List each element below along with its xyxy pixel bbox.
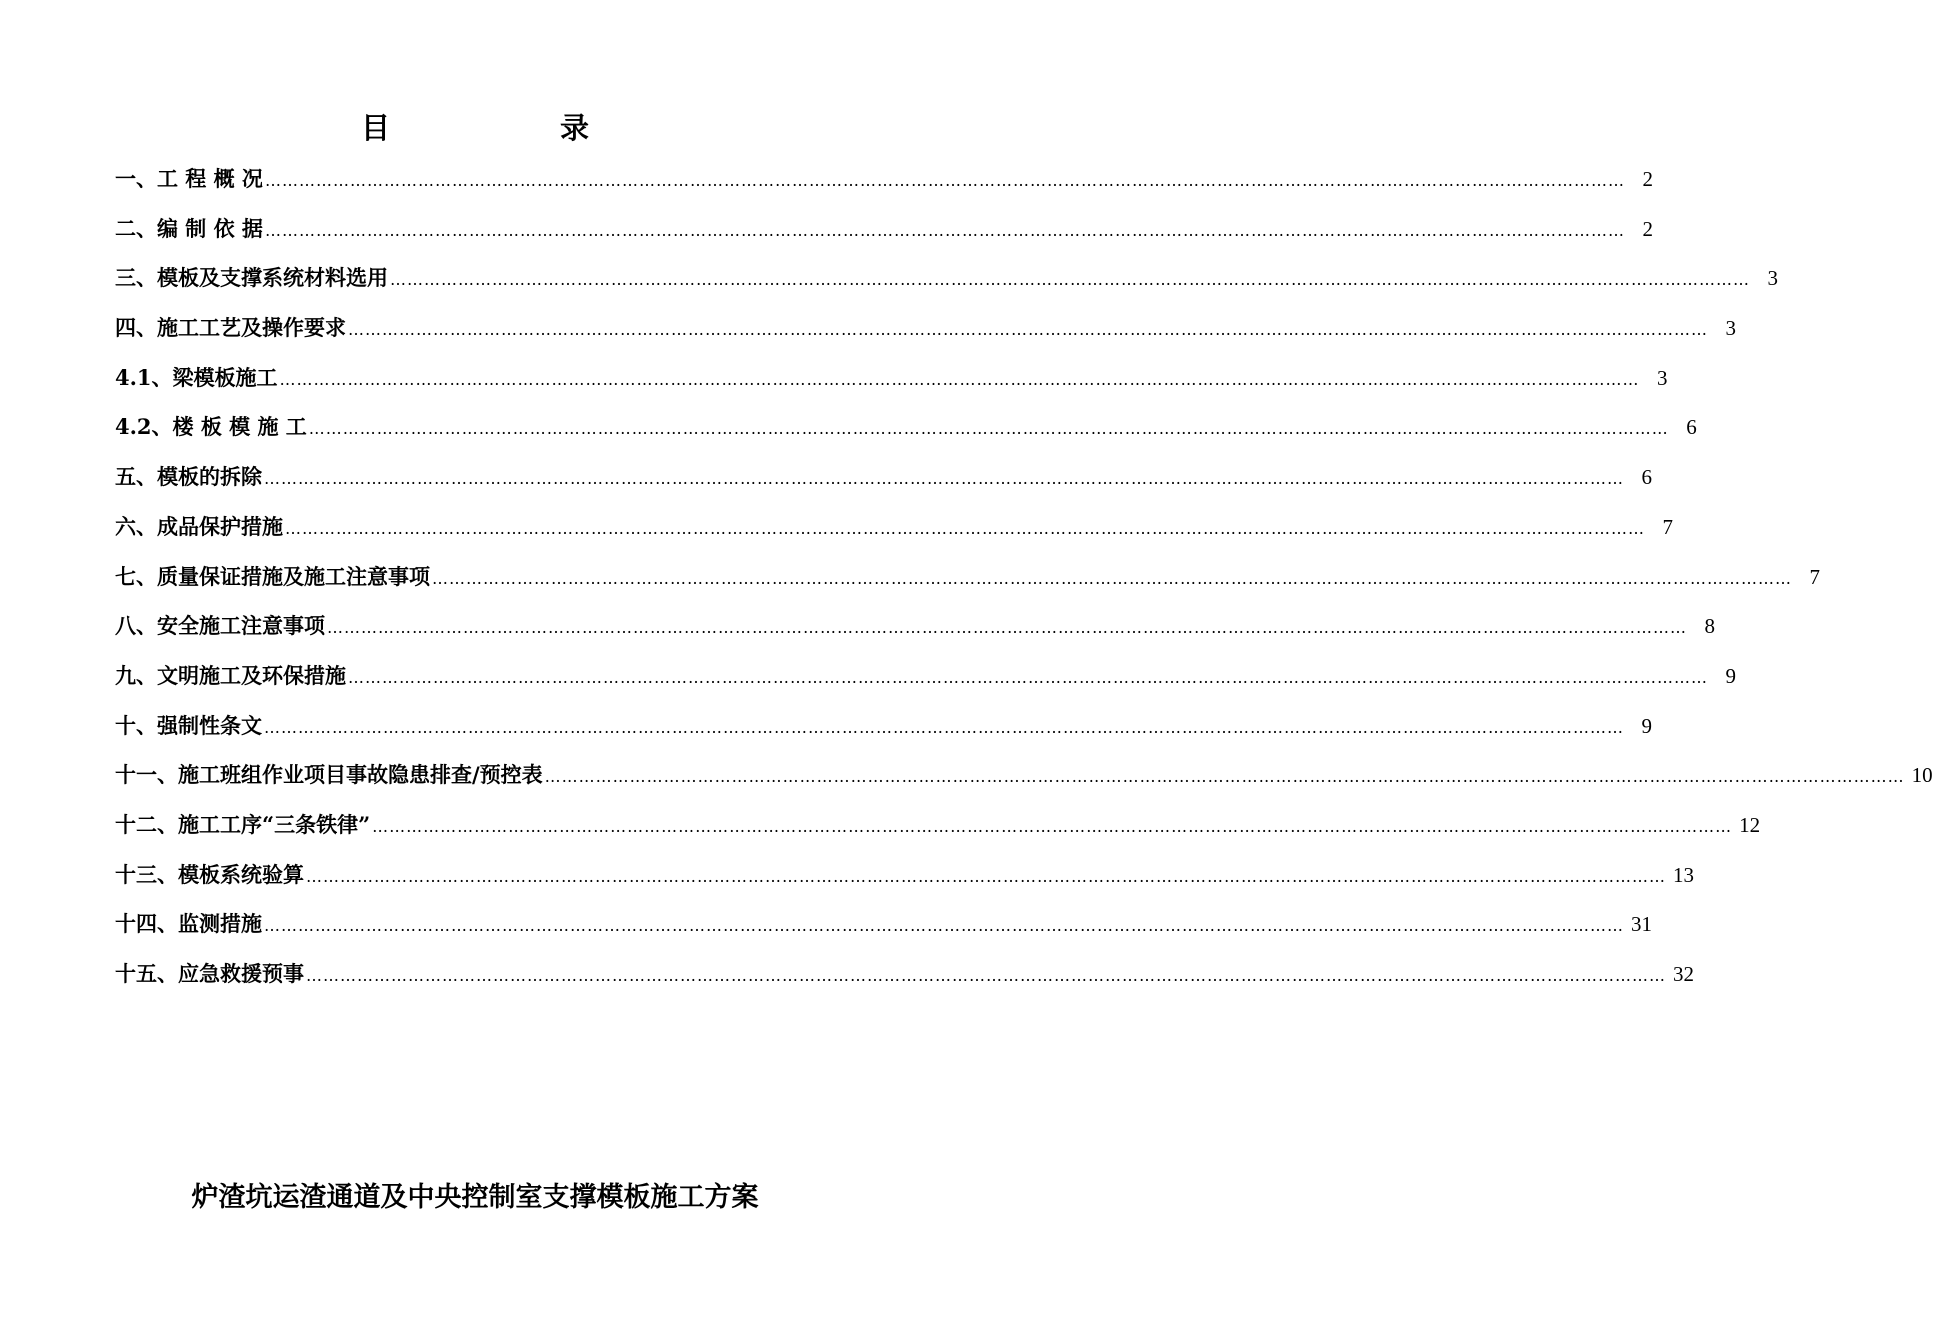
toc-leader-dots: ……………………………………………………………………………………………………………………………………………………………………………………………………………………: [279, 369, 1640, 389]
toc-entry-label: 十四、监测措施: [115, 911, 262, 937]
toc-entry-label: 三、模板及支撑系统材料选用: [115, 265, 388, 291]
toc-entry[interactable]: [115, 253, 1778, 303]
toc-entry[interactable]: [115, 502, 1673, 552]
toc-entry[interactable]: [115, 601, 1715, 651]
toc-title: 目 录: [360, 111, 670, 145]
toc-leader-dots: ……………………………………………………………………………………………………………………………………………………………………………………………………………………: [544, 767, 1905, 787]
toc-leader-dots: ……………………………………………………………………………………………………………………………………………………………………………………………………………………: [372, 816, 1733, 836]
toc-entry[interactable]: [115, 402, 1697, 452]
toc-entry-page: 7: [1809, 564, 1820, 589]
toc-entry-page: 31: [1631, 912, 1652, 937]
toc-entry-page: 12: [1739, 812, 1761, 837]
toc-entry[interactable]: [115, 154, 1653, 204]
toc-leader-dots: ……………………………………………………………………………………………………………………………………………………………………………………………………………………: [264, 469, 1624, 489]
toc-entry[interactable]: [115, 303, 1736, 353]
toc-leader-dots: ……………………………………………………………………………………………………………………………………………………………………………………………………………………: [308, 419, 1669, 439]
toc-entry-page: 3: [1725, 316, 1736, 341]
toc-entry[interactable]: [115, 850, 1694, 900]
toc-entry-page: 32: [1673, 962, 1694, 986]
toc-leader-dots: ……………………………………………………………………………………………………………………………………………………………………………………………………………………: [264, 220, 1625, 240]
toc-entry-page: 10: [1911, 763, 1933, 788]
toc-entry-page: 13: [1673, 862, 1694, 887]
toc-entry-label: 十、强制性条文: [115, 712, 262, 738]
toc-entry-label: 五、模板的拆除: [115, 464, 262, 490]
toc-entry-label: 八、安全施工注意事项: [115, 613, 325, 639]
toc-leader-dots: ……………………………………………………………………………………………………………………………………………………………………………………………………………………: [327, 618, 1687, 638]
toc-entry-page: 6: [1686, 415, 1697, 440]
toc-entry-label: 十三、模板系统验算: [115, 861, 304, 887]
toc-entry[interactable]: [115, 204, 1653, 254]
toc-leader-dots: ……………………………………………………………………………………………………………………………………………………………………………………………………………………: [348, 320, 1708, 340]
toc-entry[interactable]: [115, 701, 1652, 751]
toc-leader-dots: ……………………………………………………………………………………………………………………………………………………………………………………………………………………: [348, 667, 1708, 687]
toc-entry-label: 4.2、楼 板 模 施 工: [115, 414, 307, 440]
toc-entry-label: 九、文明施工及环保措施: [115, 662, 346, 688]
toc-entry-label: 七、质量保证措施及施工注意事项: [115, 563, 430, 589]
toc-leader-dots: ……………………………………………………………………………………………………………………………………………………………………………………………………………………: [306, 866, 1666, 886]
toc-entry-page: 2: [1642, 216, 1653, 241]
toc-leader-dots: ……………………………………………………………………………………………………………………………………………………………………………………………………………………: [285, 518, 1645, 538]
toc-entry-label: 一、工 程 概 况: [115, 166, 263, 191]
toc-entry-label: 二、编 制 依 据: [115, 215, 263, 241]
toc-entry[interactable]: [115, 949, 1694, 999]
toc-entry[interactable]: [115, 452, 1652, 502]
toc-entry-page: 6: [1641, 465, 1652, 490]
toc-entry[interactable]: [115, 651, 1736, 701]
toc-entry-label: 4.1、梁模板施工: [115, 364, 278, 390]
toc-entry-page: 9: [1641, 713, 1652, 738]
toc-leader-dots: ……………………………………………………………………………………………………………………………………………………………………………………………………………………: [264, 916, 1624, 936]
toc-entry-page: 3: [1767, 266, 1778, 291]
toc-leader-dots: ……………………………………………………………………………………………………………………………………………………………………………………………………………………: [264, 171, 1625, 190]
toc-entry-label: 六、成品保护措施: [115, 513, 283, 539]
toc-leader-dots: ……………………………………………………………………………………………………………………………………………………………………………………………………………………: [390, 270, 1750, 290]
toc-entry-page: 8: [1704, 614, 1715, 639]
toc-entry-page: 9: [1725, 663, 1736, 688]
toc-entry[interactable]: [115, 899, 1652, 949]
toc-entry[interactable]: [115, 800, 1761, 850]
document-title: 炉渣坑运渣通道及中央控制室支撑模板施工方案: [191, 1182, 759, 1213]
toc-entry-label: 十五、应急救援预事: [115, 961, 304, 986]
toc-list: [115, 154, 1933, 999]
toc-entry[interactable]: [115, 552, 1820, 602]
toc-entry-label: 十一、施工班组作业项目事故隐患排查/预控表: [115, 762, 543, 788]
toc-entry-page: 3: [1657, 365, 1668, 390]
toc-entry[interactable]: [115, 353, 1668, 403]
toc-entry-label: 四、施工工艺及操作要求: [115, 315, 346, 341]
toc-leader-dots: ……………………………………………………………………………………………………………………………………………………………………………………………………………………: [264, 717, 1624, 737]
toc-leader-dots: ……………………………………………………………………………………………………………………………………………………………………………………………………………………: [306, 966, 1666, 985]
toc-entry-page: 2: [1642, 167, 1653, 191]
toc-leader-dots: ……………………………………………………………………………………………………………………………………………………………………………………………………………………: [432, 568, 1792, 588]
toc-entry-page: 7: [1662, 514, 1673, 539]
toc-entry-label: 十二、施工工序“三条铁律”: [115, 811, 371, 837]
toc-entry[interactable]: [115, 750, 1933, 800]
